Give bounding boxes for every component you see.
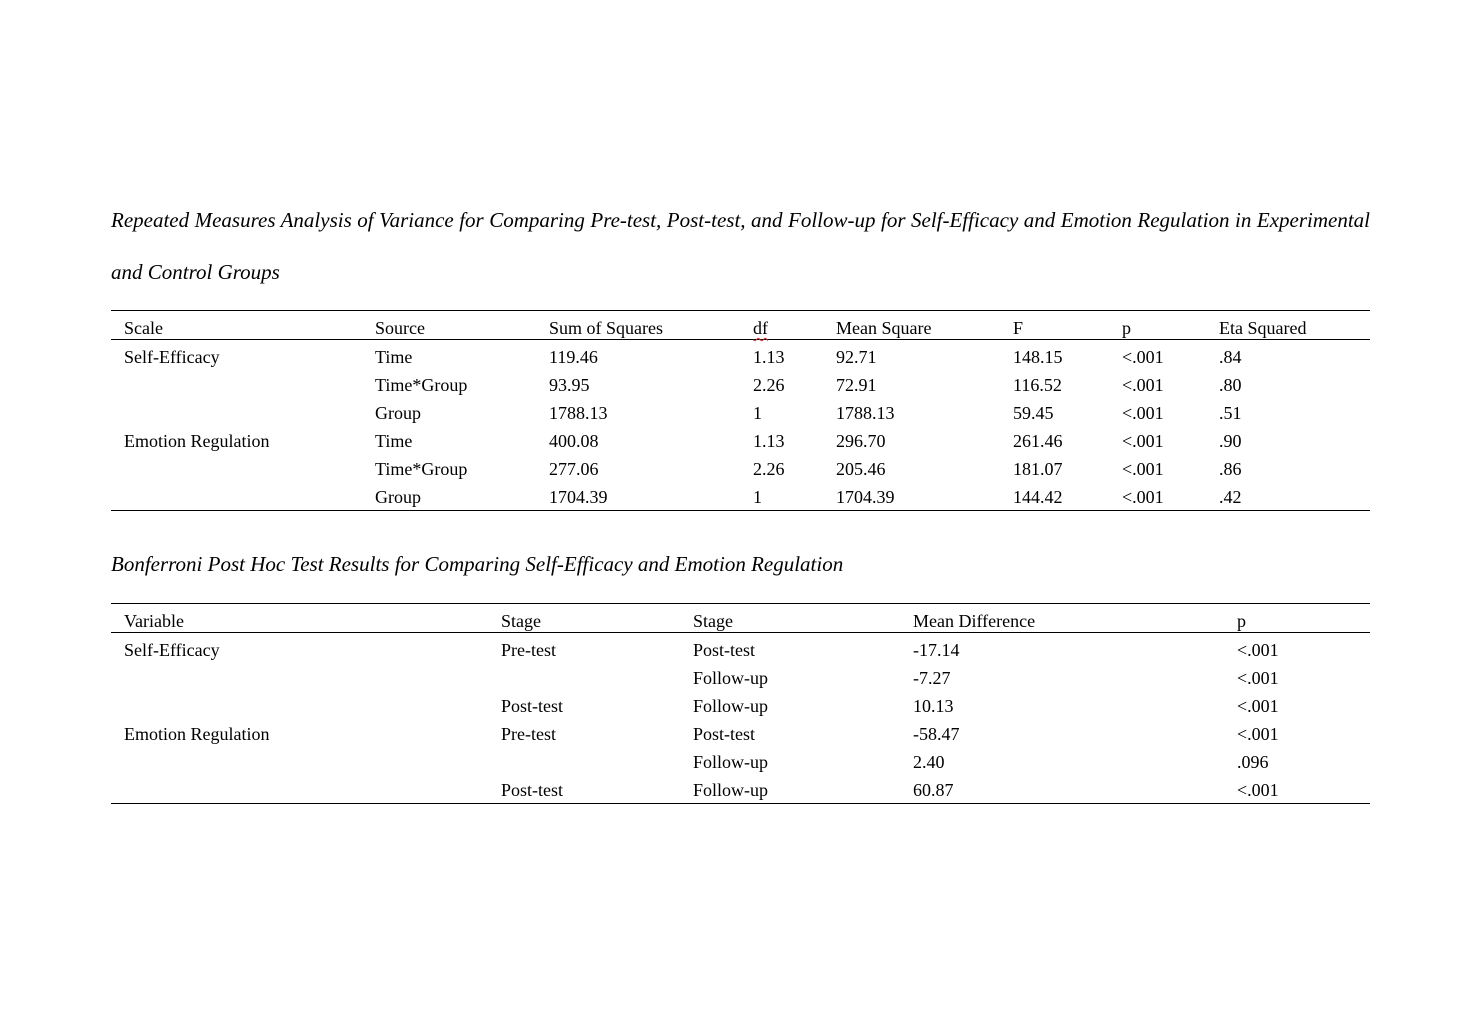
column-header: p — [1237, 611, 1246, 631]
table-row — [111, 745, 1370, 773]
table-row — [111, 368, 1370, 396]
table-cell: 1.13 — [753, 347, 785, 367]
table-cell: <.001 — [1122, 487, 1164, 507]
table-row — [111, 480, 1370, 510]
table-cell: 1704.39 — [836, 487, 895, 507]
table-cell: 72.91 — [836, 375, 877, 395]
column-header: Sum of Squares — [549, 318, 663, 338]
table-cell: .86 — [1219, 459, 1242, 479]
table-cell: Time*Group — [375, 459, 468, 479]
table-cell: <.001 — [1122, 375, 1164, 395]
table-cell: Follow-up — [693, 780, 769, 800]
table-row — [111, 633, 1370, 661]
table-cell: 296.70 — [836, 431, 886, 451]
table-cell: <.001 — [1122, 403, 1164, 423]
table-cell: <.001 — [1237, 668, 1279, 688]
column-header: Variable — [124, 611, 184, 631]
table-cell: -17.14 — [913, 640, 960, 660]
table-cell: 2.26 — [753, 375, 785, 395]
table-row — [111, 773, 1370, 803]
table-cell: 181.07 — [1013, 459, 1063, 479]
table-body — [111, 633, 1370, 804]
table-cell: 1788.13 — [836, 403, 895, 423]
table-row — [111, 452, 1370, 480]
table-cell: 1704.39 — [549, 487, 608, 507]
table-cell: <.001 — [1122, 347, 1164, 367]
table-row — [111, 689, 1370, 717]
table-cell: -58.47 — [913, 724, 960, 744]
table-cell: .096 — [1237, 752, 1269, 772]
table-header-row — [111, 603, 1370, 633]
table-cell: 59.45 — [1013, 403, 1054, 423]
table-row — [111, 340, 1370, 368]
anova-table — [111, 310, 1370, 511]
table-cell: <.001 — [1237, 724, 1279, 744]
table-row — [111, 717, 1370, 745]
table-cell: 2.40 — [913, 752, 945, 772]
table-cell: <.001 — [1237, 640, 1279, 660]
table-cell: 148.15 — [1013, 347, 1063, 367]
table-cell: Time*Group — [375, 375, 468, 395]
column-header: Mean Square — [836, 318, 932, 338]
table-cell: Time — [375, 431, 413, 451]
table-cell: 2.26 — [753, 459, 785, 479]
table-cell: Post-test — [501, 696, 564, 716]
table-cell: 400.08 — [549, 431, 599, 451]
table-cell: Time — [375, 347, 413, 367]
table-cell: 60.87 — [913, 780, 954, 800]
table-cell: 144.42 — [1013, 487, 1063, 507]
column-header: Stage — [693, 611, 733, 631]
column-header: p — [1122, 318, 1131, 338]
table2-caption: Bonferroni Post Hoc Test Results for Comparing Self-Efficacy and Emotion Regulation — [111, 552, 844, 576]
table-row — [111, 396, 1370, 424]
table-cell: Post-test — [693, 640, 756, 660]
table-cell: Post-test — [693, 724, 756, 744]
table-cell: Pre-test — [501, 640, 556, 660]
table-cell: 277.06 — [549, 459, 599, 479]
table-cell: <.001 — [1237, 780, 1279, 800]
table-body — [111, 340, 1370, 511]
column-header: Eta Squared — [1219, 318, 1307, 338]
table-cell: Follow-up — [693, 752, 769, 772]
table-cell: Group — [375, 403, 421, 423]
table-cell: 261.46 — [1013, 431, 1063, 451]
table-cell: <.001 — [1122, 459, 1164, 479]
table-header-row — [111, 310, 1370, 340]
table-cell: 1788.13 — [549, 403, 608, 423]
column-header: Stage — [501, 611, 541, 631]
table-cell: 10.13 — [913, 696, 954, 716]
table-cell: .51 — [1219, 403, 1242, 423]
table-cell: <.001 — [1237, 696, 1279, 716]
table-cell: Post-test — [501, 780, 564, 800]
column-header: Mean Difference — [913, 611, 1036, 631]
table-cell: 1.13 — [753, 431, 785, 451]
table-cell: .42 — [1219, 487, 1242, 507]
table-cell: 1 — [753, 487, 762, 507]
table-row — [111, 661, 1370, 689]
table-cell: Pre-test — [501, 724, 556, 744]
table-cell: Self-Efficacy — [124, 347, 220, 367]
table-cell: Follow-up — [693, 668, 769, 688]
table-cell: <.001 — [1122, 431, 1164, 451]
table-cell: .84 — [1219, 347, 1242, 367]
table-cell: 1 — [753, 403, 762, 423]
table-row — [111, 424, 1370, 452]
column-header: Source — [375, 318, 425, 338]
column-header: F — [1013, 318, 1024, 338]
table-cell: 93.95 — [549, 375, 590, 395]
table-cell: 116.52 — [1013, 375, 1062, 395]
bonferroni-table — [111, 603, 1370, 804]
table-cell: Group — [375, 487, 421, 507]
table-cell: Self-Efficacy — [124, 640, 220, 660]
table-cell: 119.46 — [549, 347, 598, 367]
table-cell: .80 — [1219, 375, 1242, 395]
table-cell: Follow-up — [693, 696, 769, 716]
table-cell: Emotion Regulation — [124, 431, 270, 451]
table-cell: 92.71 — [836, 347, 877, 367]
table-cell: .90 — [1219, 431, 1242, 451]
table-cell: -7.27 — [913, 668, 951, 688]
column-header: Scale — [124, 318, 163, 338]
table-cell: 205.46 — [836, 459, 886, 479]
table1-caption: Repeated Measures Analysis of Variance for Comparing Pre-test, Post-test, and Follow-up for Self-Efficacy and Emotion Regulation in Experimental and Control Groups — [111, 208, 1370, 284]
table-cell: Emotion Regulation — [124, 724, 270, 744]
column-header-df: df — [753, 318, 768, 338]
